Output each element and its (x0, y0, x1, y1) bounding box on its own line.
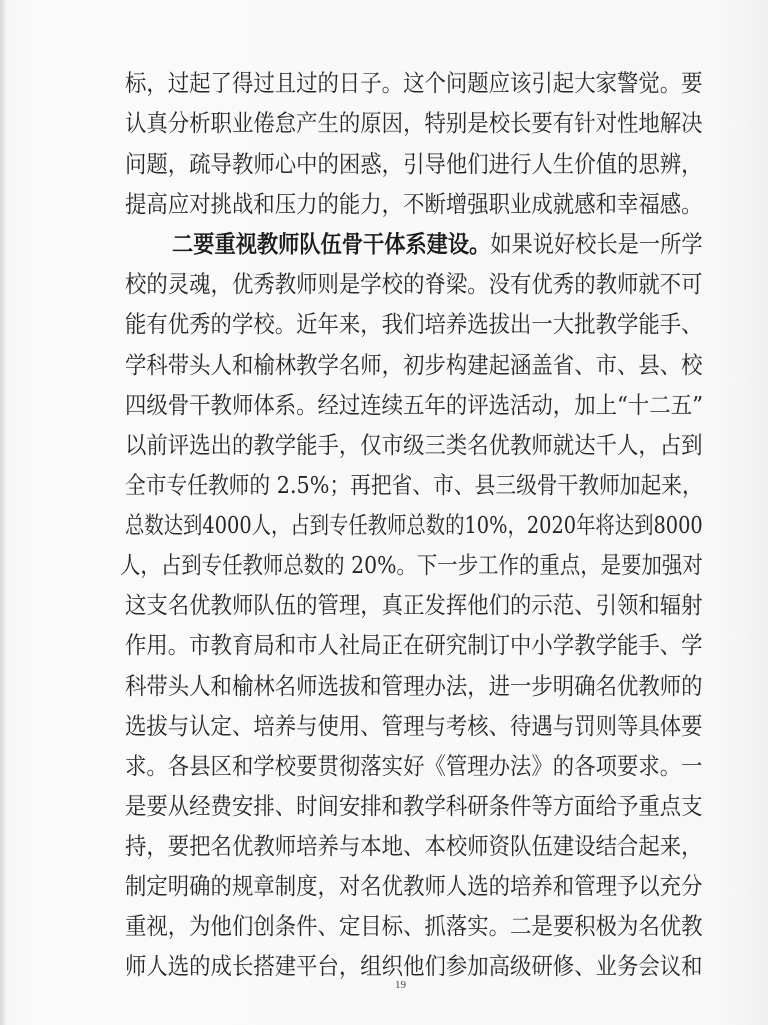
scan-binding-edge (0, 0, 6, 1025)
text-line-20: 制定明确的规章制度，对名优教师人选的培养和管理予以充分 (125, 872, 703, 900)
text-line-4: 提高应对挑战和压力的能力，不断增强职业成就感和幸福感。 (125, 190, 703, 218)
section-heading-line (172, 230, 703, 258)
text-line-21: 重视，为他们创条件、定目标、抓落实。二是要积极为名优教 (125, 912, 703, 940)
text-line-7: 学科带头人和榆林教学名师，初步构建起涵盖省、市、县、校 (125, 351, 703, 379)
text-line-16: 选拔与认定、培养与使用、管理与考核、待遇与罚则等具体要 (125, 712, 703, 740)
text-line-1: 标，过起了得过且过的日子。这个问题应该引起大家警觉。要 (125, 69, 703, 97)
text-line-12: 人，占到专任教师总数的 20%。下一步工作的重点，是要加强对 (120, 551, 703, 579)
text-line-19: 持，要把名优教师培养与本地、本校师资队伍建设结合起来， (125, 832, 703, 860)
page-number: 19 (395, 979, 406, 991)
text-line-17: 求。各县区和学校要贯彻落实好《管理办法》的各项要求。一 (125, 752, 703, 780)
text-line-9: 以前评选出的教学能手，仅市级三类名优教师就达千人，占到 (125, 431, 703, 459)
text-line-3: 问题，疏导教师心中的困惑，引导他们进行人生价值的思辨， (125, 150, 703, 178)
text-line-5: 校的灵魂，优秀教师则是学校的脊梁。没有优秀的教师就不可 (125, 270, 703, 298)
text-line-2: 认真分析职业倦怠产生的原因，特别是校长要有针对性地解决 (125, 109, 703, 137)
text-line-10: 全市专任教师的 2.5%；再把省、市、县三级骨干教师加起来， (125, 471, 703, 499)
text-line-6: 能有优秀的学校。近年来，我们培养选拔出一大批教学能手、 (125, 310, 703, 338)
text-line-22: 师人选的成长搭建平台，组织他们参加高级研修、业务会议和 (125, 952, 703, 980)
text-line-8: 四级骨干教师体系。经过连续五年的评选活动，加上“十二五” (125, 391, 704, 419)
text-line-18: 是要从经费安排、时间安排和教学科研条件等方面给予重点支 (125, 792, 703, 820)
text-line-15: 科带头人和榆林名师选拔和管理办法，进一步明确名优教师的 (125, 672, 703, 700)
text-line-11: 总数达到4000人，占到专任教师总数的10%，2020年将达到8000 (125, 511, 703, 539)
section-heading-continuation: 如果说好校长是一所学 (490, 230, 703, 258)
section-heading: 二要重视教师队伍骨干体系建设。 (172, 230, 491, 258)
text-line-13: 这支名优教师队伍的管理，真正发挥他们的示范、引领和辐射 (125, 591, 703, 619)
text-line-14: 作用。市教育局和市人社局正在研究制订中小学教学能手、学 (125, 631, 703, 659)
